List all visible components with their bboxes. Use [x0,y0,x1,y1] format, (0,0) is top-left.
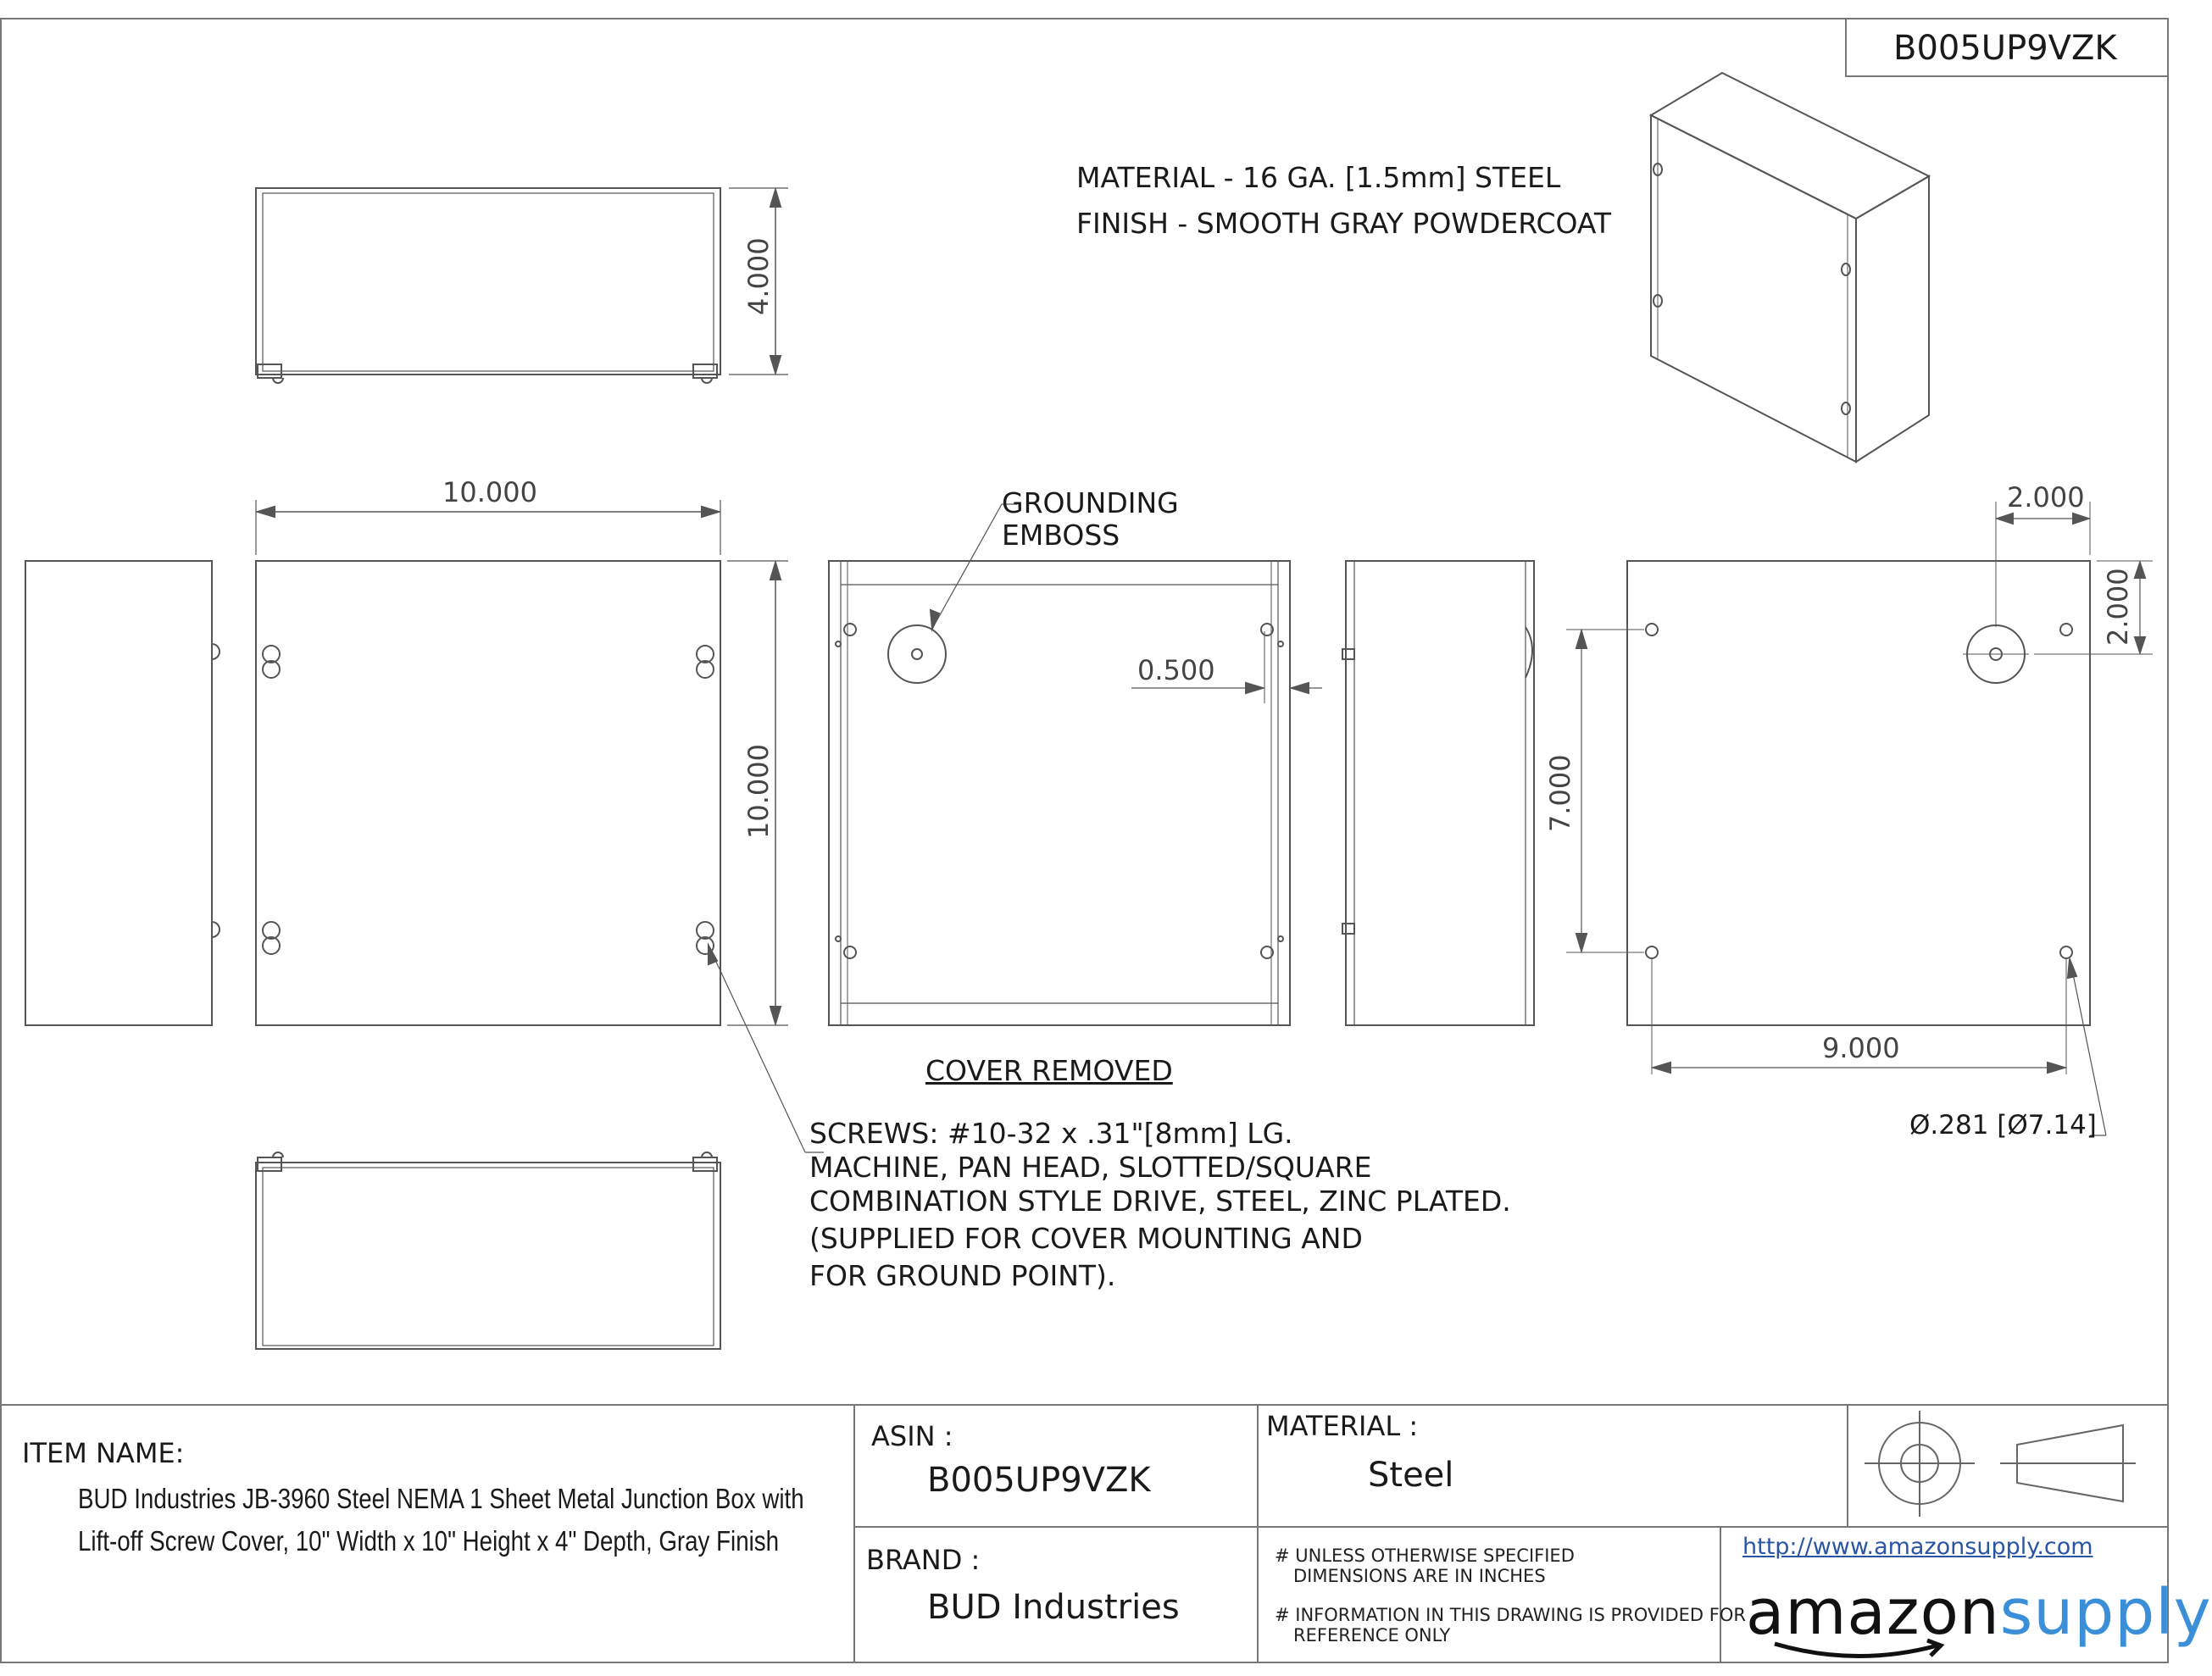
asin-label: ASIN : [871,1420,953,1452]
cover-removed-view [829,504,1322,1025]
projection-symbol-icon [1865,1411,2136,1517]
logo-supply-text: supply [1999,1576,2212,1649]
logo-amazon-text: amazon [1746,1576,2000,1649]
hole-diameter-dimension: Ø.281 [Ø7.14] [1909,1110,2097,1140]
reference-note-2: REFERENCE ONLY [1293,1625,1451,1645]
brand-label: BRAND : [866,1544,981,1576]
grounding-label: GROUNDING [1002,486,1179,519]
depth-dimension: 4.000 [742,237,775,315]
material-value: Steel [1368,1456,1454,1495]
material-label: MATERIAL : [1266,1410,1419,1442]
item-name-label: ITEM NAME: [22,1437,185,1469]
units-note-2: DIMENSIONS ARE IN INCHES [1293,1566,1546,1586]
screws-note-5: FOR GROUND POINT). [809,1259,1116,1292]
isometric-view [1651,73,1929,462]
brand-value: BUD Industries [927,1588,1180,1627]
finish-note: FINISH - SMOOTH GRAY POWDERCOAT [1076,207,1612,240]
screws-note-4: (SUPPLIED FOR COVER MOUNTING AND [809,1222,1363,1255]
cover-removed-label: COVER REMOVED [925,1054,1173,1087]
units-note-1: # UNLESS OTHERWISE SPECIFIED [1275,1546,1575,1566]
height-dimension: 10.000 [742,744,775,839]
front-view [25,500,824,1152]
width-dimension: 10.000 [442,476,537,508]
emboss-label: EMBOSS [1002,519,1120,552]
hole-spacing-h-dimension: 9.000 [1822,1032,1900,1064]
amazonsupply-link[interactable]: http://www.amazonsupply.com [1742,1534,2093,1560]
emboss-y-dimension: 2.000 [2102,568,2134,646]
top-view [256,188,788,383]
side-view [1342,561,1534,1025]
reference-note-1: # INFORMATION IN THIS DRAWING IS PROVIDED FOR [1275,1605,1746,1625]
part-number: B005UP9VZK [1893,29,2117,68]
flange-dimension: 0.500 [1137,654,1215,686]
screws-note-3: COMBINATION STYLE DRIVE, STEEL, ZINC PLATED. [809,1185,1511,1218]
screws-note-1: SCREWS: #10-32 x .31"[8mm] LG. [809,1117,1293,1150]
item-name-line-2: Lift-off Screw Cover, 10" Width x 10" Height x 4" Depth, Gray Finish [78,1525,780,1557]
hole-spacing-v-dimension: 7.000 [1544,754,1576,832]
emboss-x-dimension: 2.000 [2007,481,2085,513]
item-name-line-1: BUD Industries JB-3960 Steel NEMA 1 Sheet Metal Junction Box with [78,1483,804,1514]
screws-note-2: MACHINE, PAN HEAD, SLOTTED/SQUARE [809,1151,1372,1184]
material-note: MATERIAL - 16 GA. [1.5mm] STEEL [1076,161,1561,194]
amazon-smile-icon [1771,1637,1958,1671]
bottom-view [256,1152,720,1349]
asin-value: B005UP9VZK [927,1461,1151,1500]
